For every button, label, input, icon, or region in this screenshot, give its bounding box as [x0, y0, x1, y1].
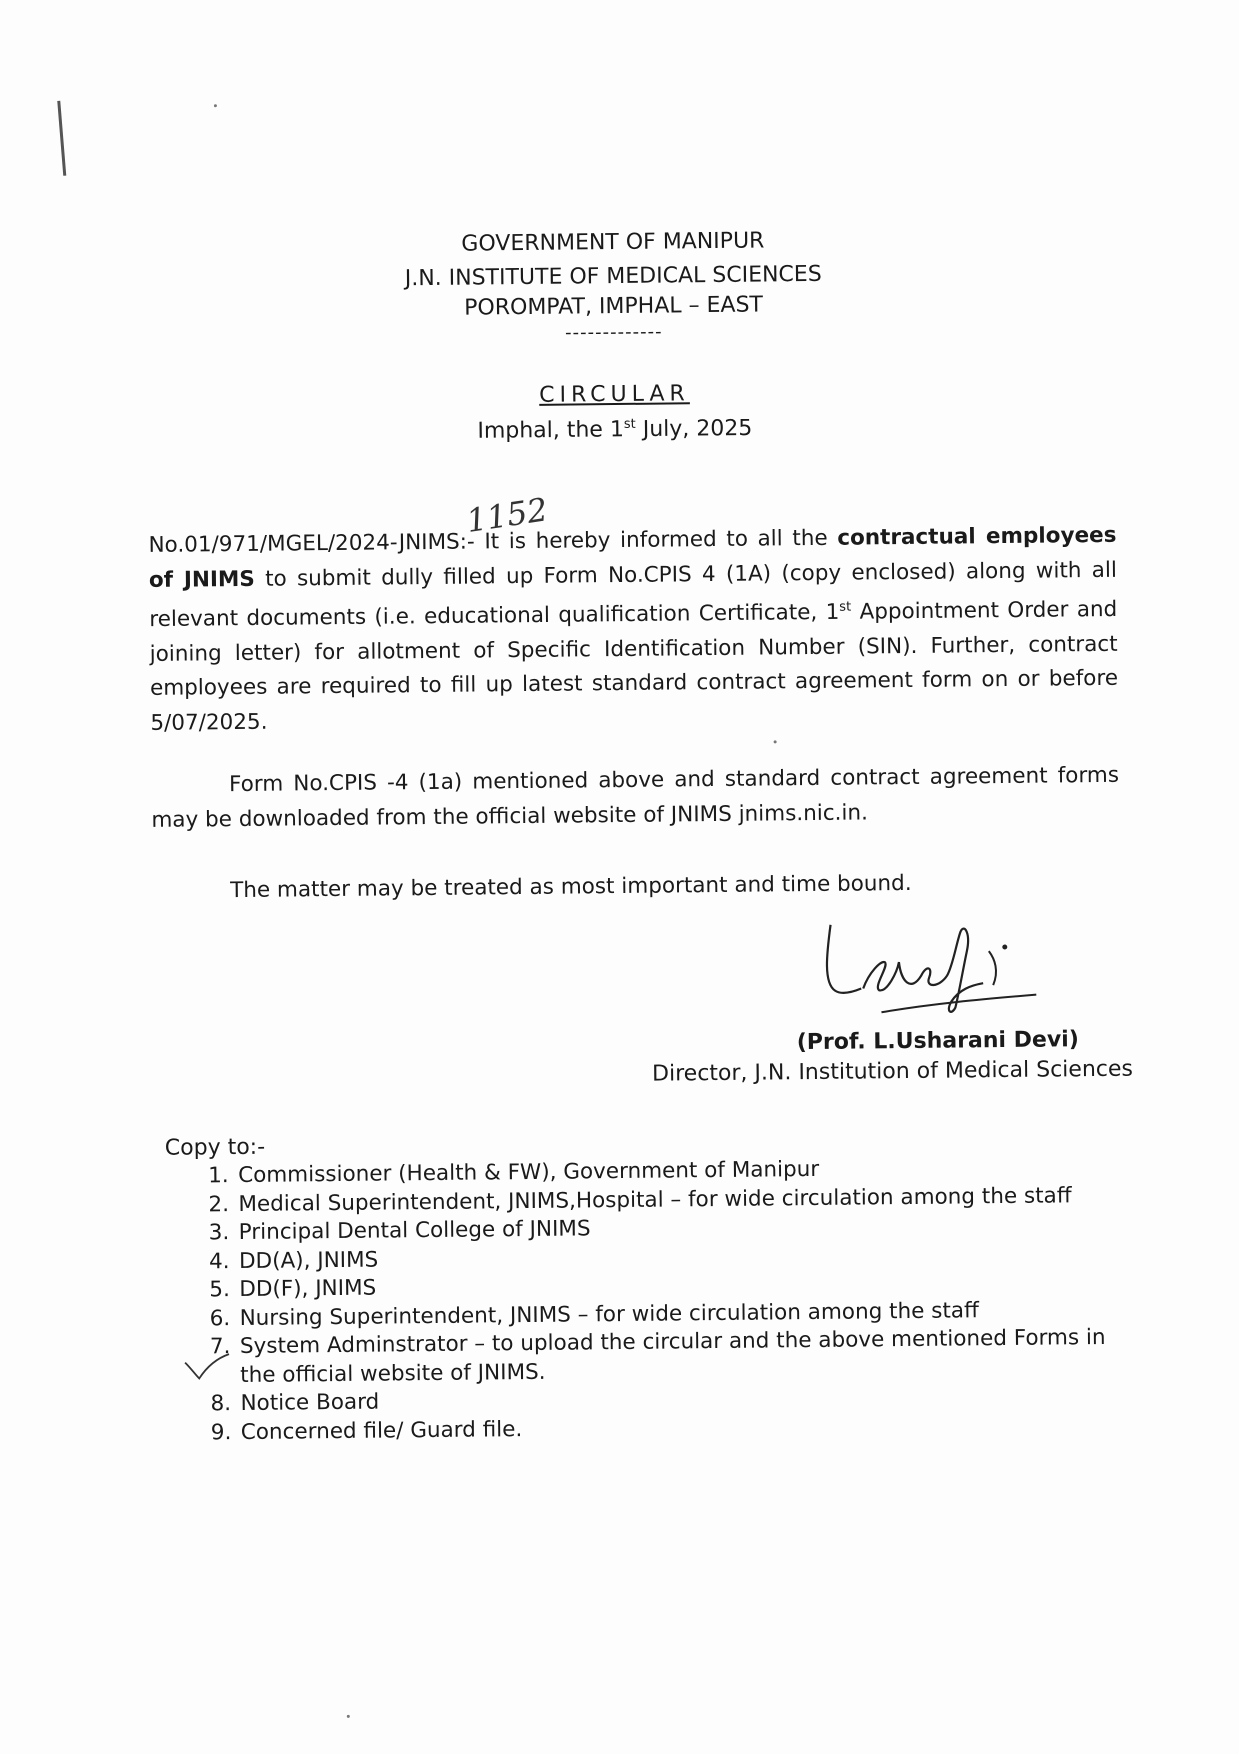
handwritten-tick-mark	[183, 1352, 233, 1383]
copy-to-list	[208, 1153, 1131, 1448]
circular-title: CIRCULAR	[539, 381, 690, 408]
handwritten-dispatch-number: 1152	[463, 490, 551, 541]
signatory-name: (Prof. L.Usharani Devi)	[796, 1027, 1079, 1056]
copy-to-number: 8.	[210, 1391, 232, 1417]
copy-to-number: 9.	[210, 1419, 232, 1445]
paragraph-1-text-b: Appointment Order and joining letter) for allotment of Specific Identification Number (SIN). Further, contract employees are required to fill up latest standard contract agreement form on or before 5/07/2025.	[149, 596, 1119, 736]
scan-speck	[774, 740, 777, 743]
signatory-title: Director, J.N. Institution of Medical Sciences	[651, 1056, 1134, 1087]
copy-to-label: Copy to:-	[164, 1134, 266, 1161]
circular-date-prefix: Imphal, the 1	[477, 417, 625, 444]
copy-to-text: Medical Superintendent, JNIMS,Hospital – for wide circulation among the staff	[238, 1182, 1072, 1217]
body-paragraph-1	[148, 519, 1118, 741]
copy-to-text: Concerned file/ Guard file.	[240, 1416, 523, 1445]
bold-recipients: contractual employees of JNIMS	[148, 522, 1117, 593]
body-paragraph-2: Form No.CPIS -4 (1a) mentioned above and standard contract agreement forms may be downloaded from the official website of JNIMS jnims.nic.in.	[151, 762, 1120, 833]
paragraph-1-text-a: to submit dully filled up Form No.CPIS 4 (1A) (copy enclosed) along with all relevant documents (i.e. educational qualification Certificate, 1	[149, 557, 1117, 633]
scan-speck	[214, 104, 217, 107]
copy-to-text: Nursing Superintendent, JNIMS – for wide circulation among the staff	[239, 1297, 979, 1331]
copy-to-text: Commissioner (Health & FW), Government of Manipur	[238, 1156, 820, 1189]
header-government: GOVERNMENT OF MANIPUR	[461, 228, 765, 257]
header-divider: -------------	[565, 321, 663, 344]
body-paragraph-3: The matter may be treated as most important and time bound.	[230, 870, 912, 904]
copy-to-number: 2.	[208, 1191, 230, 1217]
copy-to-text: DD(F), JNIMS	[239, 1275, 377, 1303]
circular-date-sup: st	[623, 416, 636, 432]
copy-to-number: 4.	[208, 1248, 230, 1274]
copy-to-text: Notice Board	[240, 1389, 380, 1417]
copy-to-text: DD(A), JNIMS	[238, 1247, 379, 1274]
copy-to-text: Principal Dental College of JNIMS	[238, 1216, 591, 1246]
header-address: POROMPAT, IMPHAL – EAST	[464, 292, 764, 321]
handwritten-signature	[820, 910, 1051, 1027]
copy-to-number: 3.	[208, 1220, 230, 1246]
scan-margin-mark	[57, 101, 66, 176]
copy-to-number: 6.	[209, 1305, 231, 1331]
reference-intro: No.01/971/MGEL/2024-JNIMS:- It is hereby informed to all the	[148, 525, 838, 558]
copy-to-number: 7.	[209, 1334, 231, 1360]
circular-date-suffix: July, 2025	[635, 415, 753, 443]
copy-to-item	[210, 1324, 1131, 1391]
copy-to-number: 5.	[209, 1277, 230, 1303]
header-institute: J.N. INSTITUTE OF MEDICAL SCIENCES	[404, 261, 822, 292]
copy-to-number: 1.	[208, 1163, 229, 1189]
copy-to-text: System Adminstrator – to upload the circular and the above mentioned Forms in the official website of JNIMS.	[239, 1324, 1106, 1388]
paragraph-1-sup: st	[839, 599, 852, 615]
scan-speck	[347, 1715, 350, 1718]
